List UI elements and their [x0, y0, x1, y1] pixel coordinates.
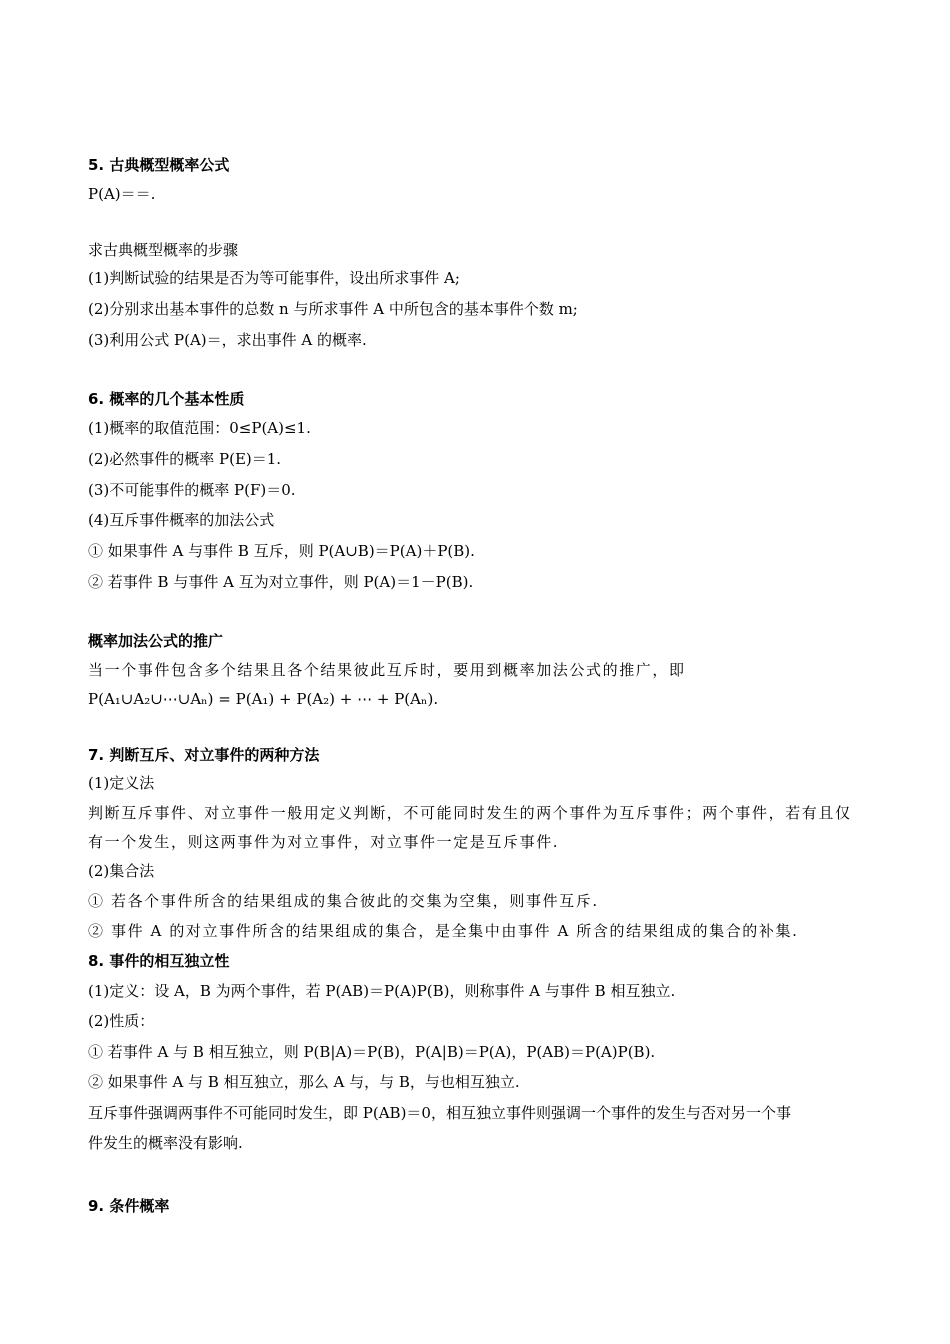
independence-note-line-1: 互斥事件强调两事件不可能同时发生，即 P(AB)＝0，相互独立事件则强调一个事件的发生与否对另一个事: [88, 1104, 791, 1122]
property-4: (4)互斥事件概率的加法公式: [88, 511, 275, 529]
method-1-text-line-1: 判断互斥事件、对立事件一般用定义判断，不可能同时发生的两个事件为互斥事件；两个事件，若有且仅: [88, 804, 852, 822]
property-4b: ② 若事件 B 与事件 A 互为对立事件，则 P(A)＝1－P(B).: [88, 573, 474, 591]
independence-property-a: ① 若事件 A 与 B 相互独立，则 P(B|A)＝P(B)，P(A|B)＝P(A)，P(AB)＝P(A)P(B).: [88, 1043, 656, 1061]
extension-heading: 概率加法公式的推广: [88, 632, 224, 650]
extension-text: 当一个事件包含多个结果且各个结果彼此互斥时，要用到概率加法公式的推广，即: [88, 661, 686, 679]
section-9-heading: 9. 条件概率: [88, 1197, 170, 1215]
property-2: (2)必然事件的概率 P(E)＝1.: [88, 450, 282, 468]
method-1-title: (1)定义法: [88, 774, 155, 792]
method-2-b: ② 事件 A 的对立事件所含的结果组成的集合，是全集中由事件 A 所含的结果组成的集合的补集.: [88, 922, 799, 940]
step-2: (2)分别求出基本事件的总数 n 与所求事件 A 中所包含的基本事件个数 m;: [88, 300, 578, 318]
steps-title: 求古典概型概率的步骤: [88, 241, 239, 259]
method-2-title: (2)集合法: [88, 862, 155, 880]
property-3: (3)不可能事件的概率 P(F)＝0.: [88, 481, 296, 499]
independence-properties-title: (2)性质：: [88, 1012, 155, 1030]
independence-definition: (1)定义：设 A，B 为两个事件，若 P(AB)＝P(A)P(B)，则称事件 A 与事件 B 相互独立.: [88, 982, 676, 1000]
section-5-heading: 5. 古典概型概率公式: [88, 156, 230, 174]
independence-property-b: ② 如果事件 A 与 B 相互独立，那么 A 与，与 B，与也相互独立.: [88, 1073, 520, 1091]
section-7-heading: 7. 判断互斥、对立事件的两种方法: [88, 746, 320, 764]
extension-formula: P(A₁∪A₂∪⋯∪Aₙ) = P(A₁) + P(A₂) + ⋯ + P(Aₙ).: [88, 690, 439, 708]
section-8-heading: 8. 事件的相互独立性: [88, 952, 230, 970]
independence-note-line-2: 件发生的概率没有影响.: [88, 1134, 243, 1152]
property-4a: ① 如果事件 A 与事件 B 互斥，则 P(A∪B)＝P(A)＋P(B).: [88, 542, 475, 560]
property-1: (1)概率的取值范围：0≤P(A)≤1.: [88, 419, 311, 437]
step-3: (3)利用公式 P(A)＝，求出事件 A 的概率.: [88, 331, 367, 349]
classical-probability-formula: P(A)＝＝.: [88, 185, 156, 203]
section-6-heading: 6. 概率的几个基本性质: [88, 390, 245, 408]
method-2-a: ① 若各个事件所含的结果组成的集合彼此的交集为空集，则事件互斥.: [88, 892, 599, 910]
method-1-text-line-2: 有一个发生，则这两事件为对立事件，对立事件一定是互斥事件.: [88, 833, 560, 851]
step-1: (1)判断试验的结果是否为等可能事件，设出所求事件 A;: [88, 269, 460, 287]
